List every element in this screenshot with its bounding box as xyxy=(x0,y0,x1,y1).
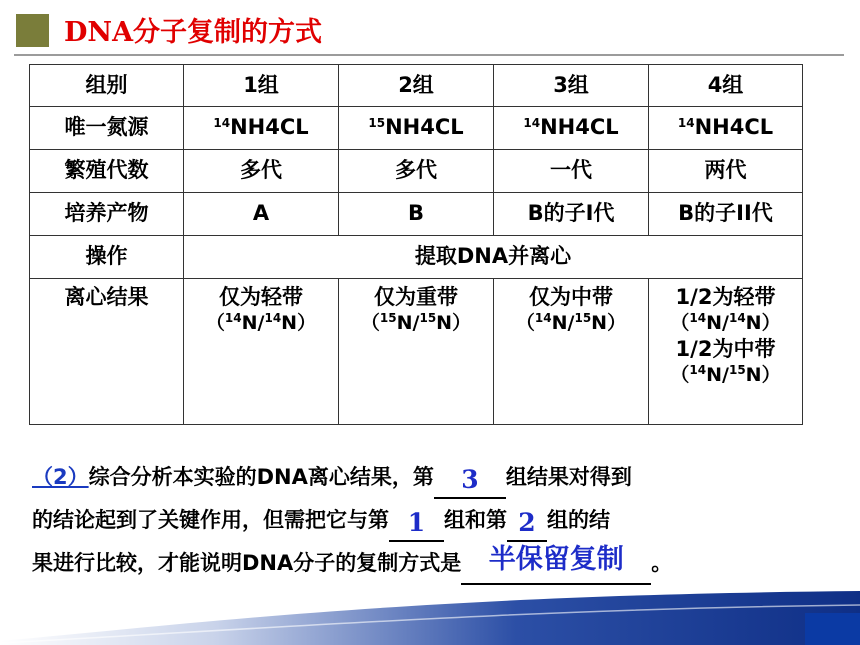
table-cell xyxy=(184,279,339,425)
isotope-text: N/ xyxy=(706,312,729,335)
table-row-generations xyxy=(30,150,803,193)
footer-corner-square xyxy=(805,613,860,645)
title-divider xyxy=(14,54,844,56)
table-cell: 多代 xyxy=(339,150,494,193)
answer-value: 3 xyxy=(461,465,479,494)
result-band: 1/2为中带 xyxy=(675,336,776,361)
footer-wave-decoration xyxy=(0,583,860,645)
isotope-superscript: 14 xyxy=(264,311,282,326)
result-band: 仅为轻带 xyxy=(219,285,303,309)
question-text: 。 xyxy=(651,551,673,575)
row-label: 操作 xyxy=(30,236,184,279)
compound-text: NH4CL xyxy=(540,115,619,140)
row-label: 唯一氮源 xyxy=(30,107,184,150)
table-cell: 两代 xyxy=(649,150,803,193)
table-row-result xyxy=(30,279,803,425)
isotope-pair xyxy=(184,310,338,337)
isotope-superscript: 15 xyxy=(728,363,746,378)
isotope-text: N） xyxy=(591,312,627,335)
compound-text: NH4CL xyxy=(694,115,774,140)
table-cell xyxy=(184,107,339,150)
answer-blank-2 xyxy=(389,499,444,542)
answer-blank-4 xyxy=(461,542,651,585)
answer-value: 1 xyxy=(407,508,426,537)
paren-open: （ xyxy=(670,312,690,335)
table-cell xyxy=(649,279,803,425)
isotope-superscript: 14 xyxy=(689,311,707,326)
table-cell xyxy=(494,107,649,150)
result-band: 仅为重带 xyxy=(374,285,458,309)
question-text: 组和第 xyxy=(444,508,507,532)
isotope-text: N/ xyxy=(551,312,575,335)
paren-open: （ xyxy=(515,312,535,335)
isotope-text: N/ xyxy=(396,312,420,335)
isotope-superscript: 15 xyxy=(419,311,437,326)
paren-open: （ xyxy=(360,312,380,335)
isotope-text: N） xyxy=(745,312,781,335)
isotope-superscript: 15 xyxy=(574,311,592,326)
question-paragraph xyxy=(32,456,832,585)
table-cell: B xyxy=(339,193,494,236)
row-label: 繁殖代数 xyxy=(30,150,184,193)
isotope-superscript: 14 xyxy=(523,116,541,131)
isotope-text: N/ xyxy=(706,364,729,387)
table-cell-merged: 提取DNA并离心 xyxy=(184,236,803,279)
question-text: 的结论起到了关键作用，但需把它与第 xyxy=(32,508,389,532)
isotope-text: N/ xyxy=(241,312,265,335)
paren-open: （ xyxy=(670,364,690,387)
experiment-table xyxy=(29,64,803,425)
table-cell: B的子II代 xyxy=(649,193,803,236)
isotope-superscript: 14 xyxy=(677,116,695,131)
row-label: 培养产物 xyxy=(30,193,184,236)
answer-blank-1 xyxy=(434,456,506,499)
answer-blank-3 xyxy=(507,499,547,542)
header-cell: 3组 xyxy=(494,65,649,107)
isotope-text: N） xyxy=(436,312,472,335)
isotope-superscript: 15 xyxy=(379,311,397,326)
table-cell xyxy=(339,279,494,425)
slide-title: DNA分子复制的方式 xyxy=(64,17,323,48)
table-cell: B的子I代 xyxy=(494,193,649,236)
isotope-text: N） xyxy=(745,364,781,387)
title-marker-square xyxy=(16,14,49,47)
question-text: 组的结 xyxy=(547,508,610,532)
answer-value: 2 xyxy=(518,508,536,537)
result-band: 仅为中带 xyxy=(529,285,613,309)
question-text: 综合分析本实验的DNA离心结果，第 xyxy=(88,465,434,489)
table-cell: 多代 xyxy=(184,150,339,193)
header-cell: 4组 xyxy=(649,65,803,107)
table-row-operation xyxy=(30,236,803,279)
header-cell: 组别 xyxy=(30,65,184,107)
row-label: 离心结果 xyxy=(30,279,184,425)
isotope-pair xyxy=(649,310,802,337)
isotope-superscript: 14 xyxy=(728,311,746,326)
isotope-superscript: 14 xyxy=(224,311,242,326)
table-cell: 一代 xyxy=(494,150,649,193)
isotope-pair xyxy=(649,362,802,389)
isotope-pair xyxy=(339,310,493,337)
table-row-product xyxy=(30,193,803,236)
table-cell xyxy=(494,279,649,425)
answer-value: 半保留复制 xyxy=(488,544,624,575)
isotope-superscript: 14 xyxy=(689,363,707,378)
question-text: 果进行比较，才能说明DNA分子的复制方式是 xyxy=(32,551,462,575)
isotope-text: N） xyxy=(281,312,317,335)
table-cell xyxy=(649,107,803,150)
question-text: 组结果对得到 xyxy=(505,465,632,489)
table-header-row xyxy=(30,65,803,107)
paren-open: （ xyxy=(205,312,225,335)
header-cell: 1组 xyxy=(184,65,339,107)
isotope-superscript: 14 xyxy=(213,116,231,131)
table-cell: A xyxy=(184,193,339,236)
header-cell: 2组 xyxy=(339,65,494,107)
compound-text: NH4CL xyxy=(230,115,309,140)
isotope-superscript: 14 xyxy=(534,311,552,326)
table-cell xyxy=(339,107,494,150)
compound-text: NH4CL xyxy=(385,115,464,140)
isotope-pair xyxy=(494,310,648,337)
isotope-superscript: 15 xyxy=(368,116,386,131)
table-row-nitrogen xyxy=(30,107,803,150)
result-band: 1/2为轻带 xyxy=(675,285,776,309)
question-number: （2） xyxy=(32,465,89,489)
